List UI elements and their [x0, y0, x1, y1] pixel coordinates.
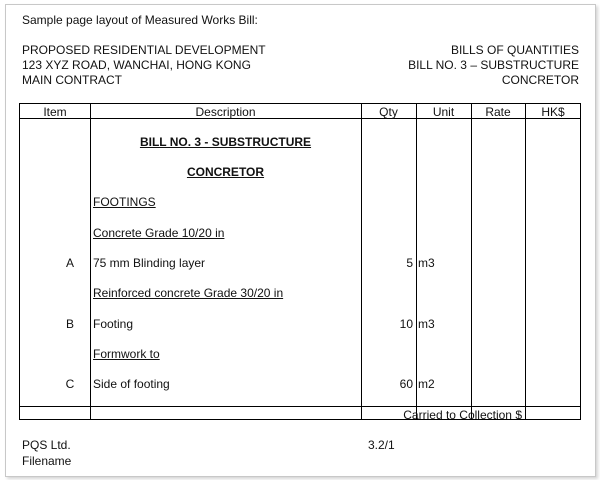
contract-name: MAIN CONTRACT	[22, 73, 122, 87]
bill-number: BILL NO. 3 – SUBSTRUCTURE	[408, 58, 579, 72]
subheading-concrete-grade: Concrete Grade 10/20 in	[93, 226, 225, 240]
subheading-formwork: Formwork to	[93, 347, 160, 361]
document-title: BILLS OF QUANTITIES	[450, 43, 579, 57]
project-title: PROPOSED RESIDENTIAL DEVELOPMENT	[22, 43, 266, 57]
item-c-description: Side of footing	[93, 377, 170, 391]
carried-to-collection: Carried to Collection $	[403, 408, 522, 422]
bill-table	[19, 103, 581, 420]
item-c-unit: m2	[418, 377, 435, 391]
item-b-code: B	[65, 317, 74, 331]
bill-heading: BILL NO. 3 - SUBSTRUCTURE	[139, 135, 312, 149]
caption: Sample page layout of Measured Works Bill:	[22, 13, 258, 27]
item-a-description: 75 mm Blinding layer	[93, 256, 206, 270]
project-address: 123 XYZ ROAD, WANCHAI, HONG KONG	[22, 58, 251, 72]
item-b-unit: m3	[418, 317, 435, 331]
column-divider	[416, 104, 417, 419]
firm-name: PQS Ltd.	[22, 438, 71, 452]
column-header-description: Description	[195, 105, 256, 119]
column-header-item: Item	[43, 105, 67, 119]
trade-name: CONCRETOR	[501, 73, 579, 87]
item-b-qty: 10	[399, 317, 413, 331]
item-a-code: A	[65, 256, 74, 270]
trade-heading: CONCRETOR	[186, 165, 265, 179]
item-c-qty: 60	[399, 377, 413, 391]
column-header-unit: Unit	[432, 105, 455, 119]
subheading-reinforced-concrete: Reinforced concrete Grade 30/20 in	[93, 286, 284, 300]
column-divider	[525, 104, 526, 419]
item-a-qty: 5	[406, 256, 413, 270]
item-c-code: C	[65, 377, 75, 391]
filename-label: Filename	[22, 454, 72, 468]
column-header-qty: Qty	[379, 105, 398, 119]
column-header-amount: HK$	[541, 105, 565, 119]
item-a-unit: m3	[418, 256, 435, 270]
footer-divider	[20, 406, 580, 407]
column-header-rate: Rate	[485, 105, 511, 119]
item-b-description: Footing	[93, 317, 134, 331]
section-heading-footings: FOOTINGS	[93, 195, 156, 209]
column-divider	[471, 104, 472, 419]
page-number: 3.2/1	[368, 438, 395, 452]
